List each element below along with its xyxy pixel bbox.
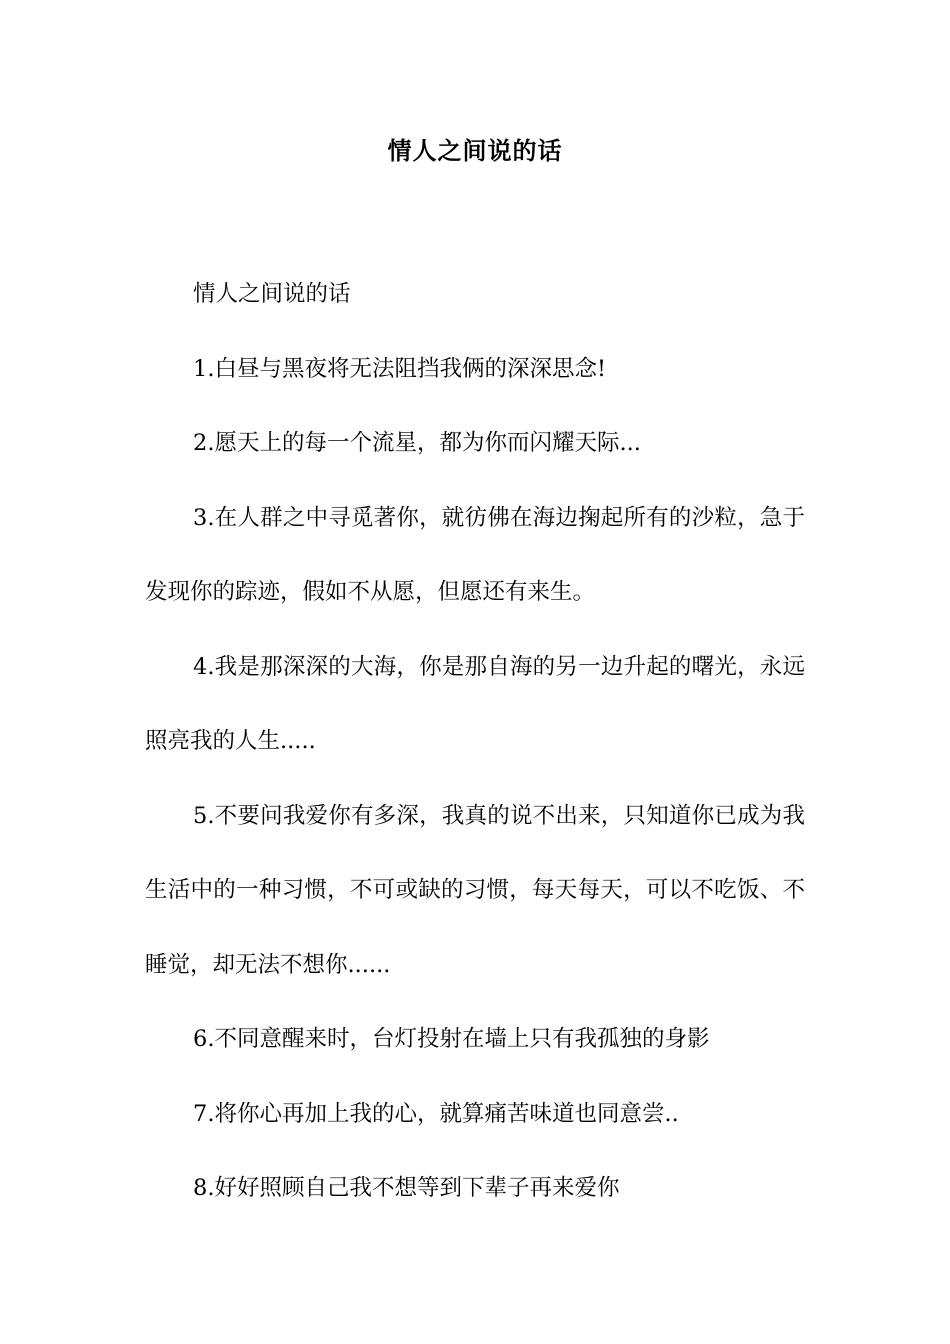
paragraph-5: 5.不要问我爱你有多深，我真的说不出来，只知道你已成为我生活中的一种习惯，不可或缺的习惯，每天每天，可以不吃饭、不睡觉，却无法不想你...... bbox=[145, 802, 805, 978]
paragraph-7: 7.将你心再加上我的心，就算痛苦味道也同意尝.. bbox=[193, 1100, 679, 1127]
paragraph-1: 1.白昼与黑夜将无法阻挡我俩的深深思念! bbox=[193, 355, 607, 382]
document-title: 情人之间说的话 bbox=[387, 137, 563, 165]
paragraph-4: 4.我是那深深的大海，你是那自海的另一边升起的曙光，永远照亮我的人生..... bbox=[145, 653, 805, 754]
paragraph-8: 8.好好照顾自己我不想等到下辈子再来爱你 bbox=[193, 1175, 620, 1201]
paragraph-2: 2.愿天上的每一个流星，都为你而闪耀天际... bbox=[193, 430, 641, 456]
paragraph-3: 3.在人群之中寻觅著你，就彷佛在海边掬起所有的沙粒，急于发现你的踪迹，假如不从愿，但愿还有来生。 bbox=[145, 504, 805, 605]
paragraph-subtitle: 情人之间说的话 bbox=[193, 281, 351, 307]
document-body bbox=[145, 257, 805, 1226]
paragraph-6: 6.不同意醒来时，台灯投射在墙上只有我孤独的身影 bbox=[193, 1026, 710, 1052]
